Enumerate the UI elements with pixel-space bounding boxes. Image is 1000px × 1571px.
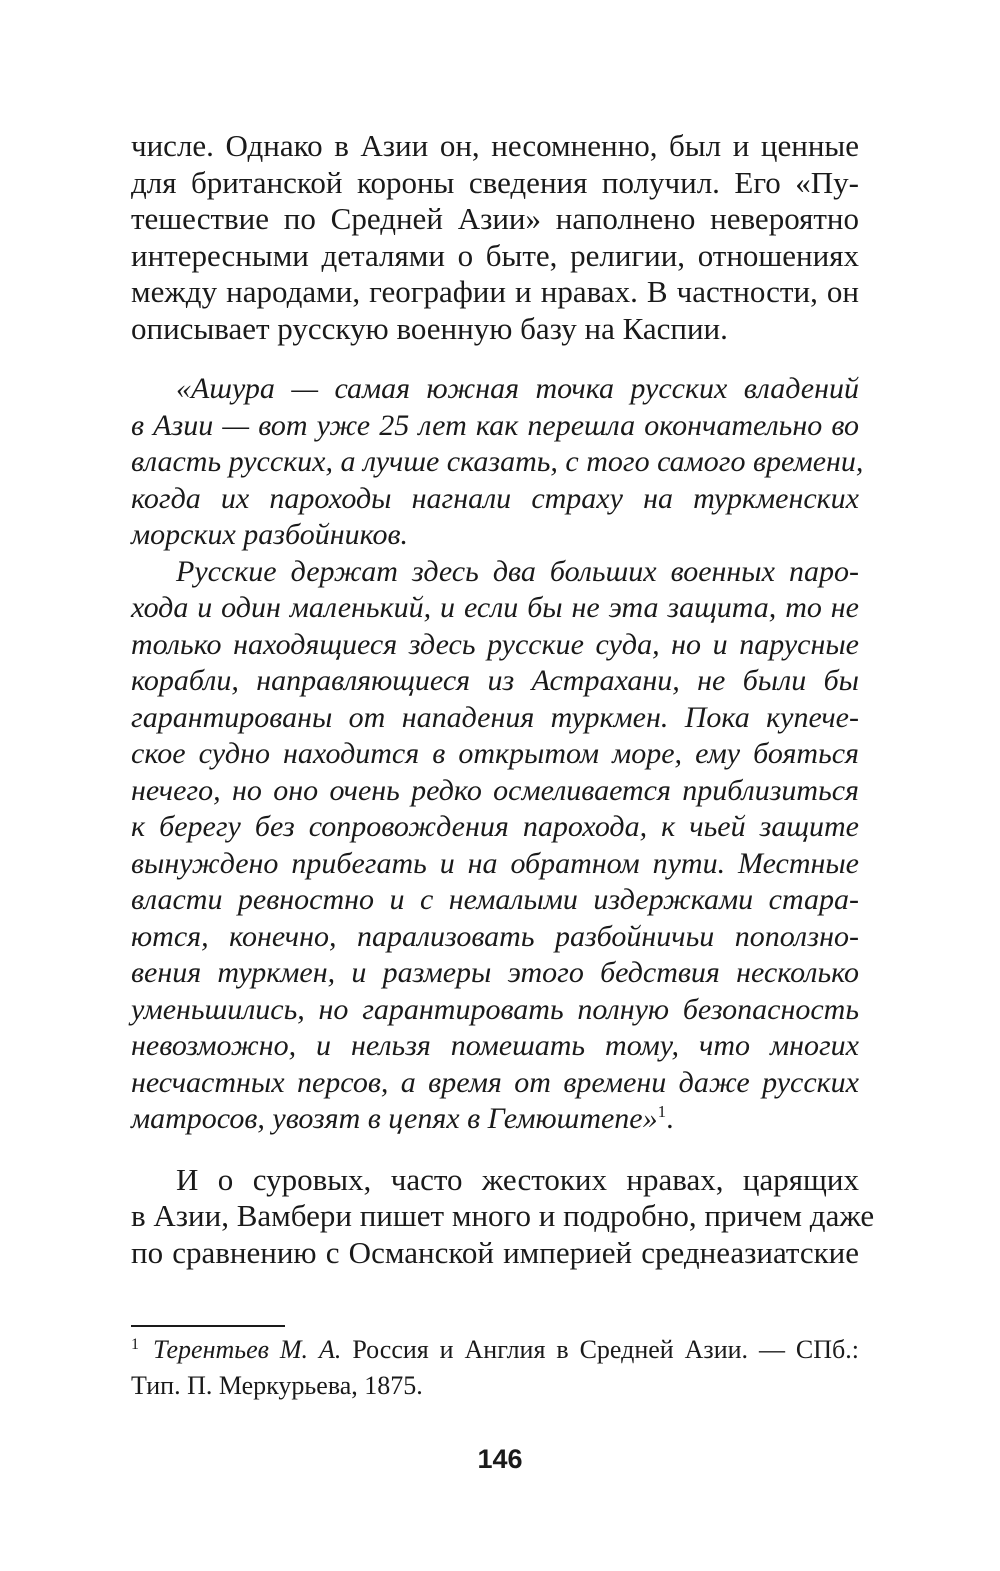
paragraph bbox=[131, 128, 859, 347]
quote-line-text: матросов, увозят в цепях в Гемюштепе» bbox=[131, 1102, 658, 1135]
quote-line: гарантированы от нападения туркмен. Пока купече- bbox=[131, 700, 859, 734]
text-line: числе. Однако в Азии он, несомненно, был и ценные bbox=[131, 128, 859, 163]
footnote-marker: 1 bbox=[131, 1336, 139, 1353]
text-line: описывает русскую военную базу на Каспии. bbox=[131, 310, 728, 346]
footnote-author: Терентьев М. А. bbox=[153, 1335, 342, 1364]
text-line: И о суровых, часто жестоких нравах, царящих bbox=[176, 1161, 859, 1197]
quote-line: когда их пароходы нагнали страху на туркменских bbox=[131, 481, 859, 515]
page-number: 146 bbox=[477, 1444, 523, 1474]
text-line: по сравнению с Османской империей среднеазиатские bbox=[131, 1234, 859, 1270]
quote-line: вения туркмен, и размеры этого бедствия несколько bbox=[131, 956, 859, 989]
footnote-divider bbox=[131, 1325, 285, 1327]
quote-line: только находящиеся здесь русские суда, но и парусные bbox=[131, 627, 859, 661]
quote-line: морских разбойников. bbox=[131, 518, 409, 551]
quote-line: в Азии — вот уже 25 лет как перешла окончательно во bbox=[131, 408, 859, 442]
quote-line: невозможно, и нельзя помешать тому, что многих bbox=[131, 1029, 859, 1062]
footnote-text: Россия и Англия в Средней Азии. — СПб.: bbox=[341, 1335, 859, 1364]
quotation-block bbox=[131, 371, 864, 1138]
quote-line-end: . bbox=[666, 1102, 674, 1135]
footnote-line bbox=[131, 1332, 859, 1368]
quote-line: корабли, направляющиеся из Астрахани, не были бы bbox=[131, 664, 859, 697]
quote-line: вынуждено прибегать и на обратном пути. Местные bbox=[131, 846, 859, 880]
footnote bbox=[131, 1332, 859, 1404]
quote-line: «Ашура — самая южная точка русских владений bbox=[176, 372, 859, 405]
quote-line: нечего, но оно очень редко осмеливается приблизиться bbox=[131, 773, 859, 807]
paragraph bbox=[131, 1161, 875, 1272]
quote-line: власть русских, а лучше сказать, с того самого времени, bbox=[131, 445, 864, 478]
quote-line: ются, конечно, парализовать разбойничьи поползно- bbox=[131, 919, 859, 953]
footnote-reference[interactable]: 1 bbox=[657, 1102, 667, 1121]
quote-line: к берегу без сопровождения парохода, к чьей защите bbox=[131, 810, 859, 843]
quote-line: несчастных персов, а время от времени даже русских bbox=[131, 1065, 859, 1099]
text-line: в Азии, Вамбери пишет много и подробно, причем даже bbox=[131, 1198, 875, 1233]
footnote-line: Тип. П. Меркурьева, 1875. bbox=[131, 1371, 423, 1400]
quote-line: хода и один маленький, и если бы не эта защита, то не bbox=[131, 591, 859, 624]
quote-line: уменьшились, но гарантировать полную безопасность bbox=[131, 992, 859, 1026]
text-line: для британской короны сведения получил. Его «Пу- bbox=[131, 164, 859, 200]
text-line: интересными деталями о быте, религии, отношениях bbox=[131, 237, 859, 273]
text-line: между народами, географии и нравах. В частности, он bbox=[131, 274, 859, 309]
quote-line: власти ревностно и с немалыми издержками стара- bbox=[131, 883, 859, 916]
quote-line bbox=[131, 1101, 859, 1138]
text-line: тешествие по Средней Азии» наполнено невероятно bbox=[131, 201, 859, 236]
quote-line: ское судно находится в открытом море, ему бояться bbox=[131, 737, 859, 770]
page-body bbox=[131, 128, 875, 1271]
quote-line: Русские держат здесь два больших военных паро- bbox=[176, 554, 859, 588]
